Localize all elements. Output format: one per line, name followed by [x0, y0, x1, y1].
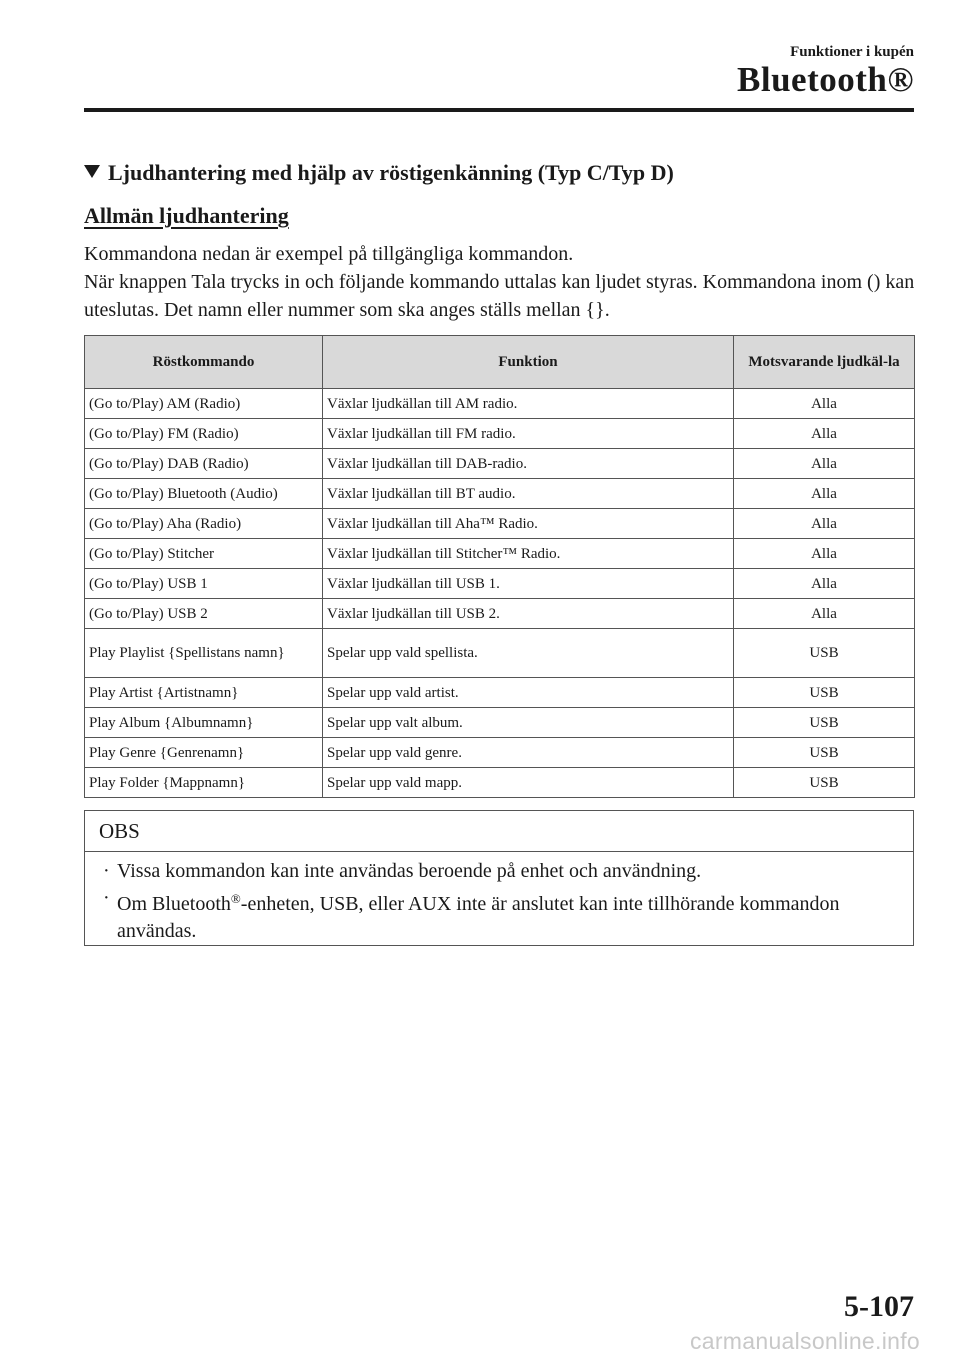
- table-row: [85, 539, 915, 569]
- cell-command: (Go to/Play) Stitcher: [85, 539, 323, 569]
- cell-command: (Go to/Play) USB 2: [85, 599, 323, 629]
- cell-function: Växlar ljudkällan till Stitcher™ Radio.: [323, 539, 734, 569]
- cell-source: Alla: [734, 479, 915, 509]
- cell-function: Växlar ljudkällan till FM radio.: [323, 419, 734, 449]
- obs-title: OBS: [85, 811, 913, 852]
- obs-item-text-post: -enheten, USB, eller AUX inte är anslutet kan inte tillhörande kommandon användas.: [117, 893, 840, 942]
- cell-function: Växlar ljudkällan till DAB-radio.: [323, 449, 734, 479]
- cell-source: Alla: [734, 419, 915, 449]
- cell-command: (Go to/Play) USB 1: [85, 569, 323, 599]
- table-row: [85, 509, 915, 539]
- section-heading: [84, 160, 674, 186]
- cell-function: Växlar ljudkällan till Aha™ Radio.: [323, 509, 734, 539]
- obs-note-box: [84, 810, 914, 946]
- bullet-dot-icon: ·: [103, 860, 110, 882]
- obs-list: [85, 852, 913, 945]
- obs-item-text: Vissa kommandon kan inte användas beroende på enhet och användning.: [117, 860, 702, 882]
- obs-item: [85, 885, 913, 945]
- table-row: [85, 629, 915, 678]
- section-heading-text: Ljudhantering med hjälp av röstigenkänning (Typ C/Typ D): [108, 160, 674, 185]
- table-row: [85, 479, 915, 509]
- cell-function: Spelar upp vald artist.: [323, 678, 734, 708]
- cell-source: Alla: [734, 509, 915, 539]
- cell-source: USB: [734, 678, 915, 708]
- cell-command: (Go to/Play) DAB (Radio): [85, 449, 323, 479]
- cell-source: Alla: [734, 539, 915, 569]
- table-row: [85, 419, 915, 449]
- page-number: 5-107: [844, 1290, 914, 1323]
- cell-command: (Go to/Play) FM (Radio): [85, 419, 323, 449]
- obs-item: [85, 858, 913, 885]
- cell-command: Play Album {Albumnamn}: [85, 708, 323, 738]
- cell-function: Spelar upp valt album.: [323, 708, 734, 738]
- cell-command: (Go to/Play) AM (Radio): [85, 389, 323, 419]
- obs-item-text-pre: Om Bluetooth: [117, 893, 231, 915]
- cell-function: Växlar ljudkällan till USB 2.: [323, 599, 734, 629]
- triangle-bullet-icon: [84, 165, 100, 178]
- header-section-title: Funktioner i kupén: [790, 44, 914, 60]
- intro-line-2: När knappen Tala trycks in och följande kommando uttalas kan ljudet styras. Kommandona inom () kan uteslutas. Det namn eller nummer som ska anges ställs mellan {}.: [84, 271, 915, 321]
- header-voice-command: Röstkommando: [85, 336, 323, 389]
- cell-source: Alla: [734, 449, 915, 479]
- cell-command: Play Folder {Mappnamn}: [85, 768, 323, 798]
- bullet-dot-icon: ·: [103, 887, 110, 909]
- cell-command: Play Artist {Artistnamn}: [85, 678, 323, 708]
- header-audio-source: Motsvarande ljudkäl-la: [734, 336, 915, 389]
- sub-heading: Allmän ljudhantering: [84, 203, 289, 228]
- cell-function: Spelar upp vald spellista.: [323, 629, 734, 678]
- watermark: carmanualsonline.info: [689, 1328, 920, 1354]
- table-row: [85, 678, 915, 708]
- table-row: [85, 449, 915, 479]
- header-function: Funktion: [323, 336, 734, 389]
- cell-function: Spelar upp vald genre.: [323, 738, 734, 768]
- table-row: [85, 389, 915, 419]
- cell-command: Play Genre {Genrenamn}: [85, 738, 323, 768]
- cell-command: (Go to/Play) Bluetooth (Audio): [85, 479, 323, 509]
- cell-source: USB: [734, 738, 915, 768]
- table-row: [85, 708, 915, 738]
- intro-text: [84, 240, 919, 324]
- table-row: [85, 599, 915, 629]
- table-header-row: [85, 336, 915, 389]
- cell-source: USB: [734, 629, 915, 678]
- cell-function: Växlar ljudkällan till USB 1.: [323, 569, 734, 599]
- cell-source: USB: [734, 768, 915, 798]
- table-row: [85, 738, 915, 768]
- registered-mark: ®: [230, 891, 241, 906]
- table-row: [85, 569, 915, 599]
- table-row: [85, 768, 915, 798]
- cell-command: (Go to/Play) Aha (Radio): [85, 509, 323, 539]
- header-chapter-title: Bluetooth®: [737, 60, 914, 99]
- cell-function: Växlar ljudkällan till AM radio.: [323, 389, 734, 419]
- cell-source: Alla: [734, 569, 915, 599]
- cell-source: Alla: [734, 389, 915, 419]
- voice-command-table: [84, 335, 915, 798]
- intro-line-1: Kommandona nedan är exempel på tillgängliga kommandon.: [84, 243, 574, 265]
- cell-source: Alla: [734, 599, 915, 629]
- cell-source: USB: [734, 708, 915, 738]
- cell-function: Spelar upp vald mapp.: [323, 768, 734, 798]
- cell-function: Växlar ljudkällan till BT audio.: [323, 479, 734, 509]
- header-divider: [84, 108, 914, 112]
- cell-command: Play Playlist {Spellistans namn}: [85, 629, 323, 678]
